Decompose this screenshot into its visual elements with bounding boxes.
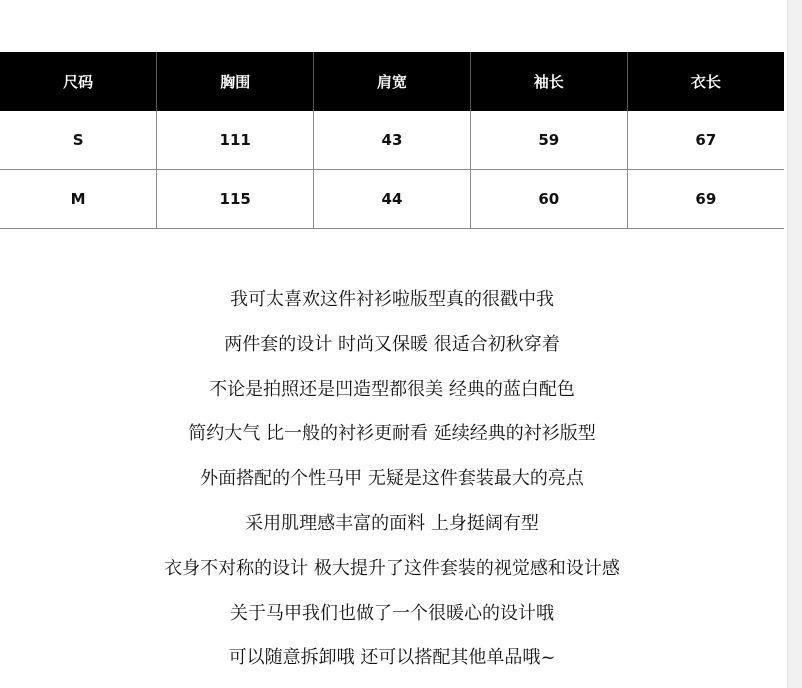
table-cell: 115 — [157, 170, 314, 229]
table-row — [0, 170, 784, 229]
table-cell: 44 — [314, 170, 471, 229]
table-cell: 60 — [470, 170, 627, 229]
table-cell: 111 — [157, 111, 314, 170]
scrollbar[interactable] — [787, 0, 802, 688]
table-cell: 43 — [314, 111, 471, 170]
table-cell: 59 — [470, 111, 627, 170]
header-shoulder: 肩宽 — [314, 52, 471, 111]
table-cell: 67 — [627, 111, 784, 170]
header-length: 衣长 — [627, 52, 784, 111]
table-header-row — [0, 52, 784, 111]
description-line: 不论是拍照还是凹造型都很美 经典的蓝白配色 — [209, 378, 575, 400]
description-line: 我可太喜欢这件衬衫啦版型真的很戳中我 — [230, 289, 554, 310]
description-line: 可以随意拆卸哦 还可以搭配其他单品哦~ — [228, 647, 556, 669]
table-row — [0, 111, 784, 170]
table-cell: S — [0, 111, 157, 170]
header-size: 尺码 — [0, 52, 157, 111]
description-line: 关于马甲我们也做了一个很暖心的设计哦 — [230, 602, 554, 624]
description-line: 两件套的设计 时尚又保暖 很适合初秋穿着 — [224, 333, 560, 355]
header-sleeve: 袖长 — [470, 52, 627, 111]
size-chart-table — [0, 52, 784, 229]
description-line: 简约大气 比一般的衬衫更耐看 延续经典的衬衫版型 — [188, 423, 596, 445]
description-line: 采用肌理感丰富的面料 上身挺阔有型 — [245, 512, 539, 534]
table-cell: M — [0, 170, 157, 229]
table-cell: 69 — [627, 170, 784, 229]
header-chest: 胸围 — [157, 52, 314, 111]
product-description — [0, 278, 784, 681]
description-line: 衣身不对称的设计 极大提升了这件套装的视觉感和设计感 — [164, 557, 620, 579]
description-line: 外面搭配的个性马甲 无疑是这件套装最大的亮点 — [200, 468, 584, 490]
